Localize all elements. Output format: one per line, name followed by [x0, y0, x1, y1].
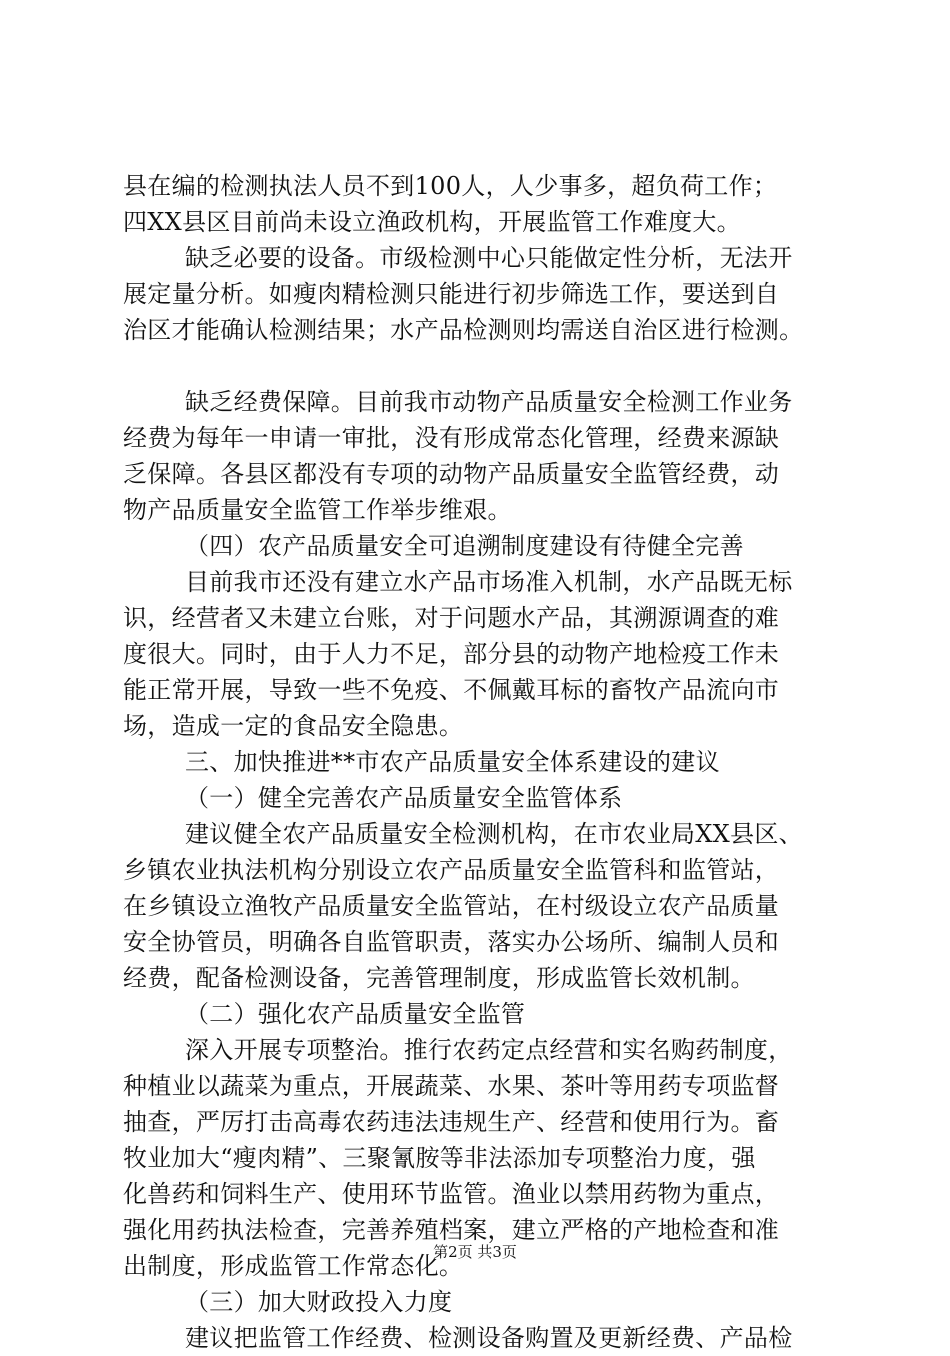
- text-line: 化兽药和饲料生产、使用环节监管。渔业以禁用药物为重点，: [123, 1180, 780, 1208]
- text-line: 展定量分析。如瘦肉精检测只能进行初步筛选工作，要送到自: [123, 280, 780, 308]
- text-line: 经费，配备检测设备，完善管理制度，形成监管长效机制。: [123, 964, 755, 992]
- section-heading: （二）强化农产品质量安全监管: [185, 1000, 526, 1028]
- text-line: 出制度，形成监管工作常态化。: [123, 1252, 464, 1280]
- text-line: 度很大。同时，由于人力不足，部分县的动物产地检疫工作未: [123, 640, 780, 668]
- text-line: 乡镇农业执法机构分别设立农产品质量安全监管科和监管站，: [123, 856, 780, 884]
- text-line: 种植业以蔬菜为重点，开展蔬菜、水果、茶叶等用药专项监督: [123, 1072, 780, 1100]
- text-line: 安全协管员，明确各自监管职责，落实办公场所、编制人员和: [123, 928, 780, 956]
- text-line: 乏保障。各县区都没有专项的动物产品质量安全监管经费，动: [123, 460, 780, 488]
- text-line: 能正常开展，导致一些不免疫、不佩戴耳标的畜牧产品流向市: [123, 676, 780, 704]
- paragraph-start-line: 建议把监管工作经费、检测设备购置及更新经费、产品检: [185, 1324, 793, 1352]
- text-line: 县在编的检测执法人员不到100人，人少事多，超负荷工作；: [123, 172, 778, 200]
- page-number-label: 第2页 共3页: [433, 1243, 517, 1261]
- blank-line: [123, 348, 843, 384]
- paragraph-start-line: 目前我市还没有建立水产品市场准入机制，水产品既无标: [185, 568, 793, 596]
- text-line: 四XX县区目前尚未设立渔政机构，开展监管工作难度大。: [123, 208, 741, 236]
- section-heading: （一）健全完善农产品质量安全监管体系: [185, 784, 623, 812]
- text-line: 识，经营者又未建立台账，对于问题水产品，其溯源调查的难: [123, 604, 780, 632]
- text-line: 抽查，严厉打击高毒农药违法违规生产、经营和使用行为。畜: [123, 1108, 780, 1136]
- text-line: 物产品质量安全监管工作举步维艰。: [123, 496, 512, 524]
- section-heading: （三）加大财政投入力度: [185, 1288, 453, 1316]
- section-heading: （四）农产品质量安全可追溯制度建设有待健全完善: [185, 532, 744, 560]
- text-line: 牧业加大“瘦肉精”、三聚氰胺等非法添加专项整治力度，强: [123, 1144, 756, 1172]
- text-line: 在乡镇设立渔牧产品质量安全监管站，在村级设立农产品质量: [123, 892, 780, 920]
- document-body: [123, 168, 843, 1356]
- text-line: 场，造成一定的食品安全隐患。: [123, 712, 464, 740]
- paragraph-start-line: 缺乏经费保障。目前我市动物产品质量安全检测工作业务: [185, 388, 793, 416]
- paragraph-start-line: 缺乏必要的设备。市级检测中心只能做定性分析，无法开: [185, 244, 793, 272]
- chapter-heading: 三、加快推进**市农产品质量安全体系建设的建议: [185, 748, 720, 776]
- text-line: 经费为每年一申请一审批，没有形成常态化管理，经费来源缺: [123, 424, 780, 452]
- paragraph-start-line: 深入开展专项整治。推行农药定点经营和实名购药制度，: [185, 1036, 793, 1064]
- paragraph-start-line: 建议健全农产品质量安全检测机构，在市农业局XX县区、: [185, 820, 803, 848]
- text-line: 治区才能确认检测结果；水产品检测则均需送自治区进行检测。: [123, 316, 804, 344]
- page-footer: [0, 1242, 950, 1262]
- text-line: 强化用药执法检查，完善养殖档案，建立严格的产地检查和准: [123, 1216, 780, 1244]
